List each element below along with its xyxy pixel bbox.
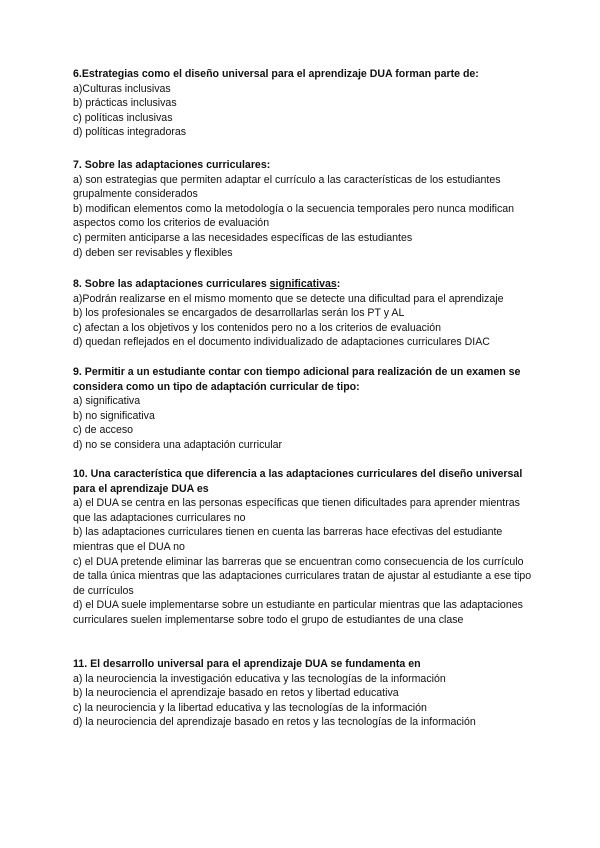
question-6 (73, 67, 533, 140)
question-9-option-a: a) significativa (73, 395, 141, 408)
question-11-option-a: a) la neurociencia la investigación educativa y las tecnologías de la información (73, 672, 446, 685)
question-7-option-d: d) deben ser revisables y flexibles (73, 246, 233, 259)
question-8-title-prefix: 8. Sobre las adaptaciones curriculares (73, 278, 270, 290)
question-8-title-emphasis: significativas (269, 278, 337, 290)
question-9 (73, 365, 533, 453)
question-9-option-d: d) no se considera una adaptación curricular (73, 438, 283, 451)
question-8-option-b: b) los profesionales se encargados de desarrollarlas serán los PT y AL (73, 307, 405, 320)
question-6-option-d: d) políticas integradoras (73, 126, 187, 139)
question-6-option-a: a)Culturas inclusivas (73, 82, 171, 95)
question-9-option-b: b) no significativa (73, 409, 155, 422)
question-10-option-a: a) el DUA se centra en las personas específicas que tienen dificultades para aprender mientras que las adaptaciones curriculares no (73, 497, 520, 524)
question-11-option-d: d) la neurociencia del aprendizaje basado en retos y las tecnologías de la información (73, 716, 476, 729)
question-8-option-d: d) quedan reflejados en el documento individualizado de adaptaciones curriculares DIAC (73, 336, 490, 349)
question-7-option-b: b) modifican elementos como la metodología o la secuencia temporales pero nunca modifican aspectos como los criterios de evaluación (73, 202, 515, 230)
question-7-title: 7. Sobre las adaptaciones curriculares: (73, 159, 271, 171)
question-7-option-c: c) permiten anticiparse a las necesidades específicas de las estudiantes (73, 231, 413, 244)
question-10 (73, 467, 533, 628)
question-10-option-d: d) el DUA suele implementarse sobre un estudiante en particular mientras que las adaptaciones curriculares suelen implementarse sobre todo el grupo de estudiantes de una clase (73, 599, 523, 626)
question-8-title-suffix: : (336, 278, 341, 290)
question-8-title (73, 277, 533, 292)
question-8-option-a: a)Podrán realizarse en el mismo momento que se detecte una dificultad para el aprendizaje (73, 292, 504, 305)
question-11-option-b: b) la neurociencia el aprendizaje basado en retos y libertad educativa (73, 687, 399, 700)
question-10-title: 10. Una característica que diferencia a las adaptaciones curriculares del diseño universal para el aprendizaje DUA es (73, 468, 523, 495)
question-11-title: 11. El desarrollo universal para el aprendizaje DUA se fundamenta en (73, 658, 421, 670)
question-7-option-a: a) son estrategias que permiten adaptar el currículo a las características de los estudiantes grupalmente considerados (73, 173, 501, 201)
question-8 (73, 277, 533, 350)
question-8-option-c: c) afectan a los objetivos y los contenidos pero no a los criterios de evaluación (73, 321, 442, 334)
question-10-option-c: c) el DUA pretende eliminar las barreras que se encuentran como consecuencia de los currículo de talla única mientras que las adaptaciones curriculares tratan de ajustar al estudiante a ese tipo de currículos (73, 555, 532, 597)
question-10-option-b: b) las adaptaciones curriculares tienen en cuenta las barreras hace efectivas del estudiante mientras que el DUA no (73, 526, 503, 553)
question-9-option-c: c) de acceso (73, 424, 134, 437)
question-11-option-c: c) la neurociencia y la libertad educativa y las tecnologías de la información (73, 701, 427, 714)
question-6-option-b: b) prácticas inclusivas (73, 97, 177, 110)
question-9-title: 9. Permitir a un estudiante contar con tiempo adicional para realización de un examen se considera como un tipo de adaptación curricular de tipo: (73, 366, 521, 393)
question-6-option-c: c) políticas inclusivas (73, 111, 173, 124)
question-11 (73, 657, 533, 730)
question-7 (73, 158, 533, 260)
question-6-title: 6.Estrategias como el diseño universal para el aprendizaje DUA forman parte de: (73, 68, 479, 80)
